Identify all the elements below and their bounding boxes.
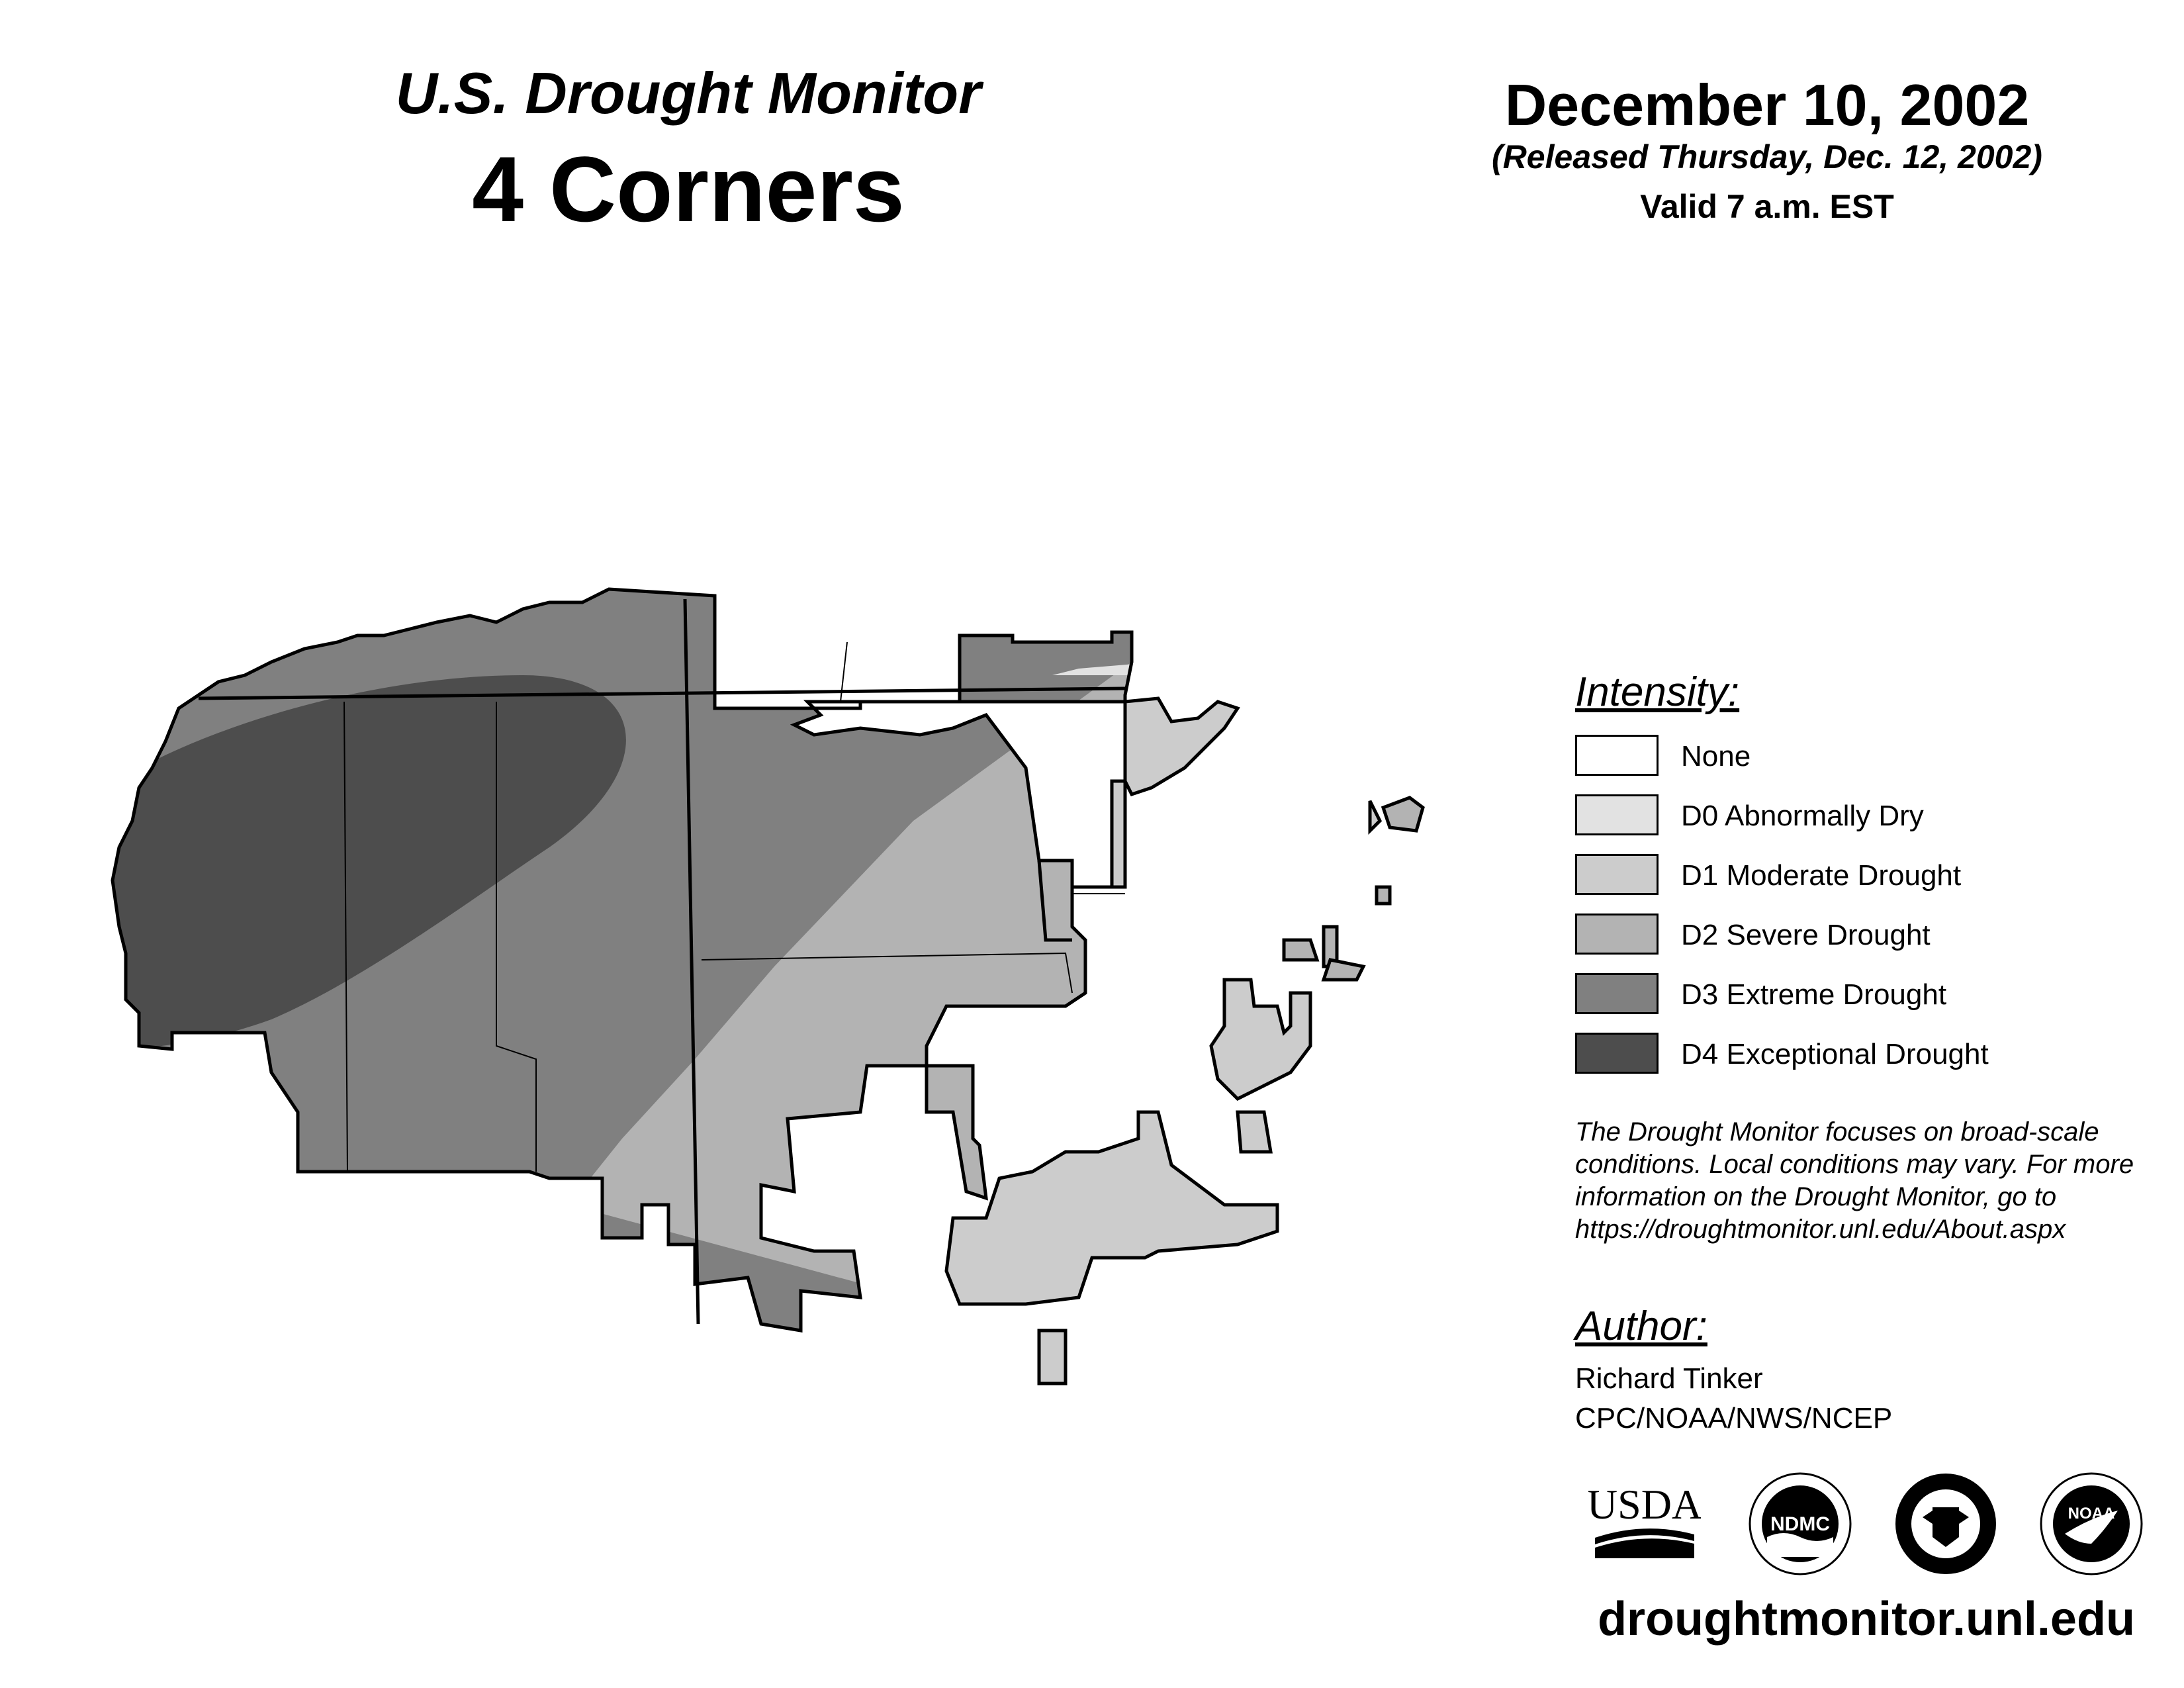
legend-swatch [1575,1033,1659,1074]
legend-label: D1 Moderate Drought [1681,859,1962,892]
usda-logo-text: USDA [1588,1481,1701,1528]
author-org: CPC/NOAA/NWS/NCEP [1575,1402,1893,1434]
legend-swatch [1575,854,1659,895]
legend-label: D2 Severe Drought [1681,919,1931,951]
legend-item-d3 [1575,973,2105,1017]
legend-item-d4 [1575,1033,2105,1076]
legend-label: None [1681,740,1751,773]
release-date: (Released Thursday, Dec. 12, 2002) [1492,138,2042,175]
author-name: Richard Tinker [1575,1362,1763,1395]
map-subtitle: U.S. Drought Monitor [395,60,981,126]
legend-swatch [1575,794,1659,835]
ndmc-logo [1747,1471,1853,1577]
note-link[interactable]: https://droughtmonitor.unl.edu/About.aspx [1575,1215,2066,1244]
legend-label: D4 Exceptional Drought [1681,1038,1989,1070]
legend-swatch [1575,735,1659,776]
legend-label: D3 Extreme Drought [1681,978,1947,1011]
drought-map [99,569,1522,1417]
map-title: 4 Corners [472,137,905,241]
noaa-logo [2038,1471,2144,1577]
legend-item-d2 [1575,914,2105,957]
note-line: The Drought Monitor focuses on broad-scale [1575,1117,2099,1147]
note-line: information on the Drought Monitor, go to [1575,1182,2057,1211]
note-line: conditions. Local conditions may vary. For more [1575,1150,2134,1179]
author-title: Author: [1575,1303,1707,1349]
legend-item-d0 [1575,794,2105,838]
usda-logo [1588,1475,1701,1561]
legend-swatch [1575,973,1659,1014]
legend-item-d1 [1575,854,2105,898]
legend-swatch [1575,914,1659,955]
valid-time: Valid 7 a.m. EST [1640,188,1894,225]
ndmc-logo-text: NDMC [1770,1513,1830,1535]
noaa-logo-text: NOAA [2068,1505,2115,1523]
map-date: December 10, 2002 [1504,72,2030,138]
website-link[interactable]: droughtmonitor.unl.edu [1598,1593,2135,1646]
legend-label: D0 Abnormally Dry [1681,800,1924,832]
disclaimer-note [1575,1116,2171,1246]
legend-item-none [1575,735,2105,778]
legend-title: Intensity: [1575,669,1740,715]
department-of-commerce-seal [1893,1471,1999,1577]
